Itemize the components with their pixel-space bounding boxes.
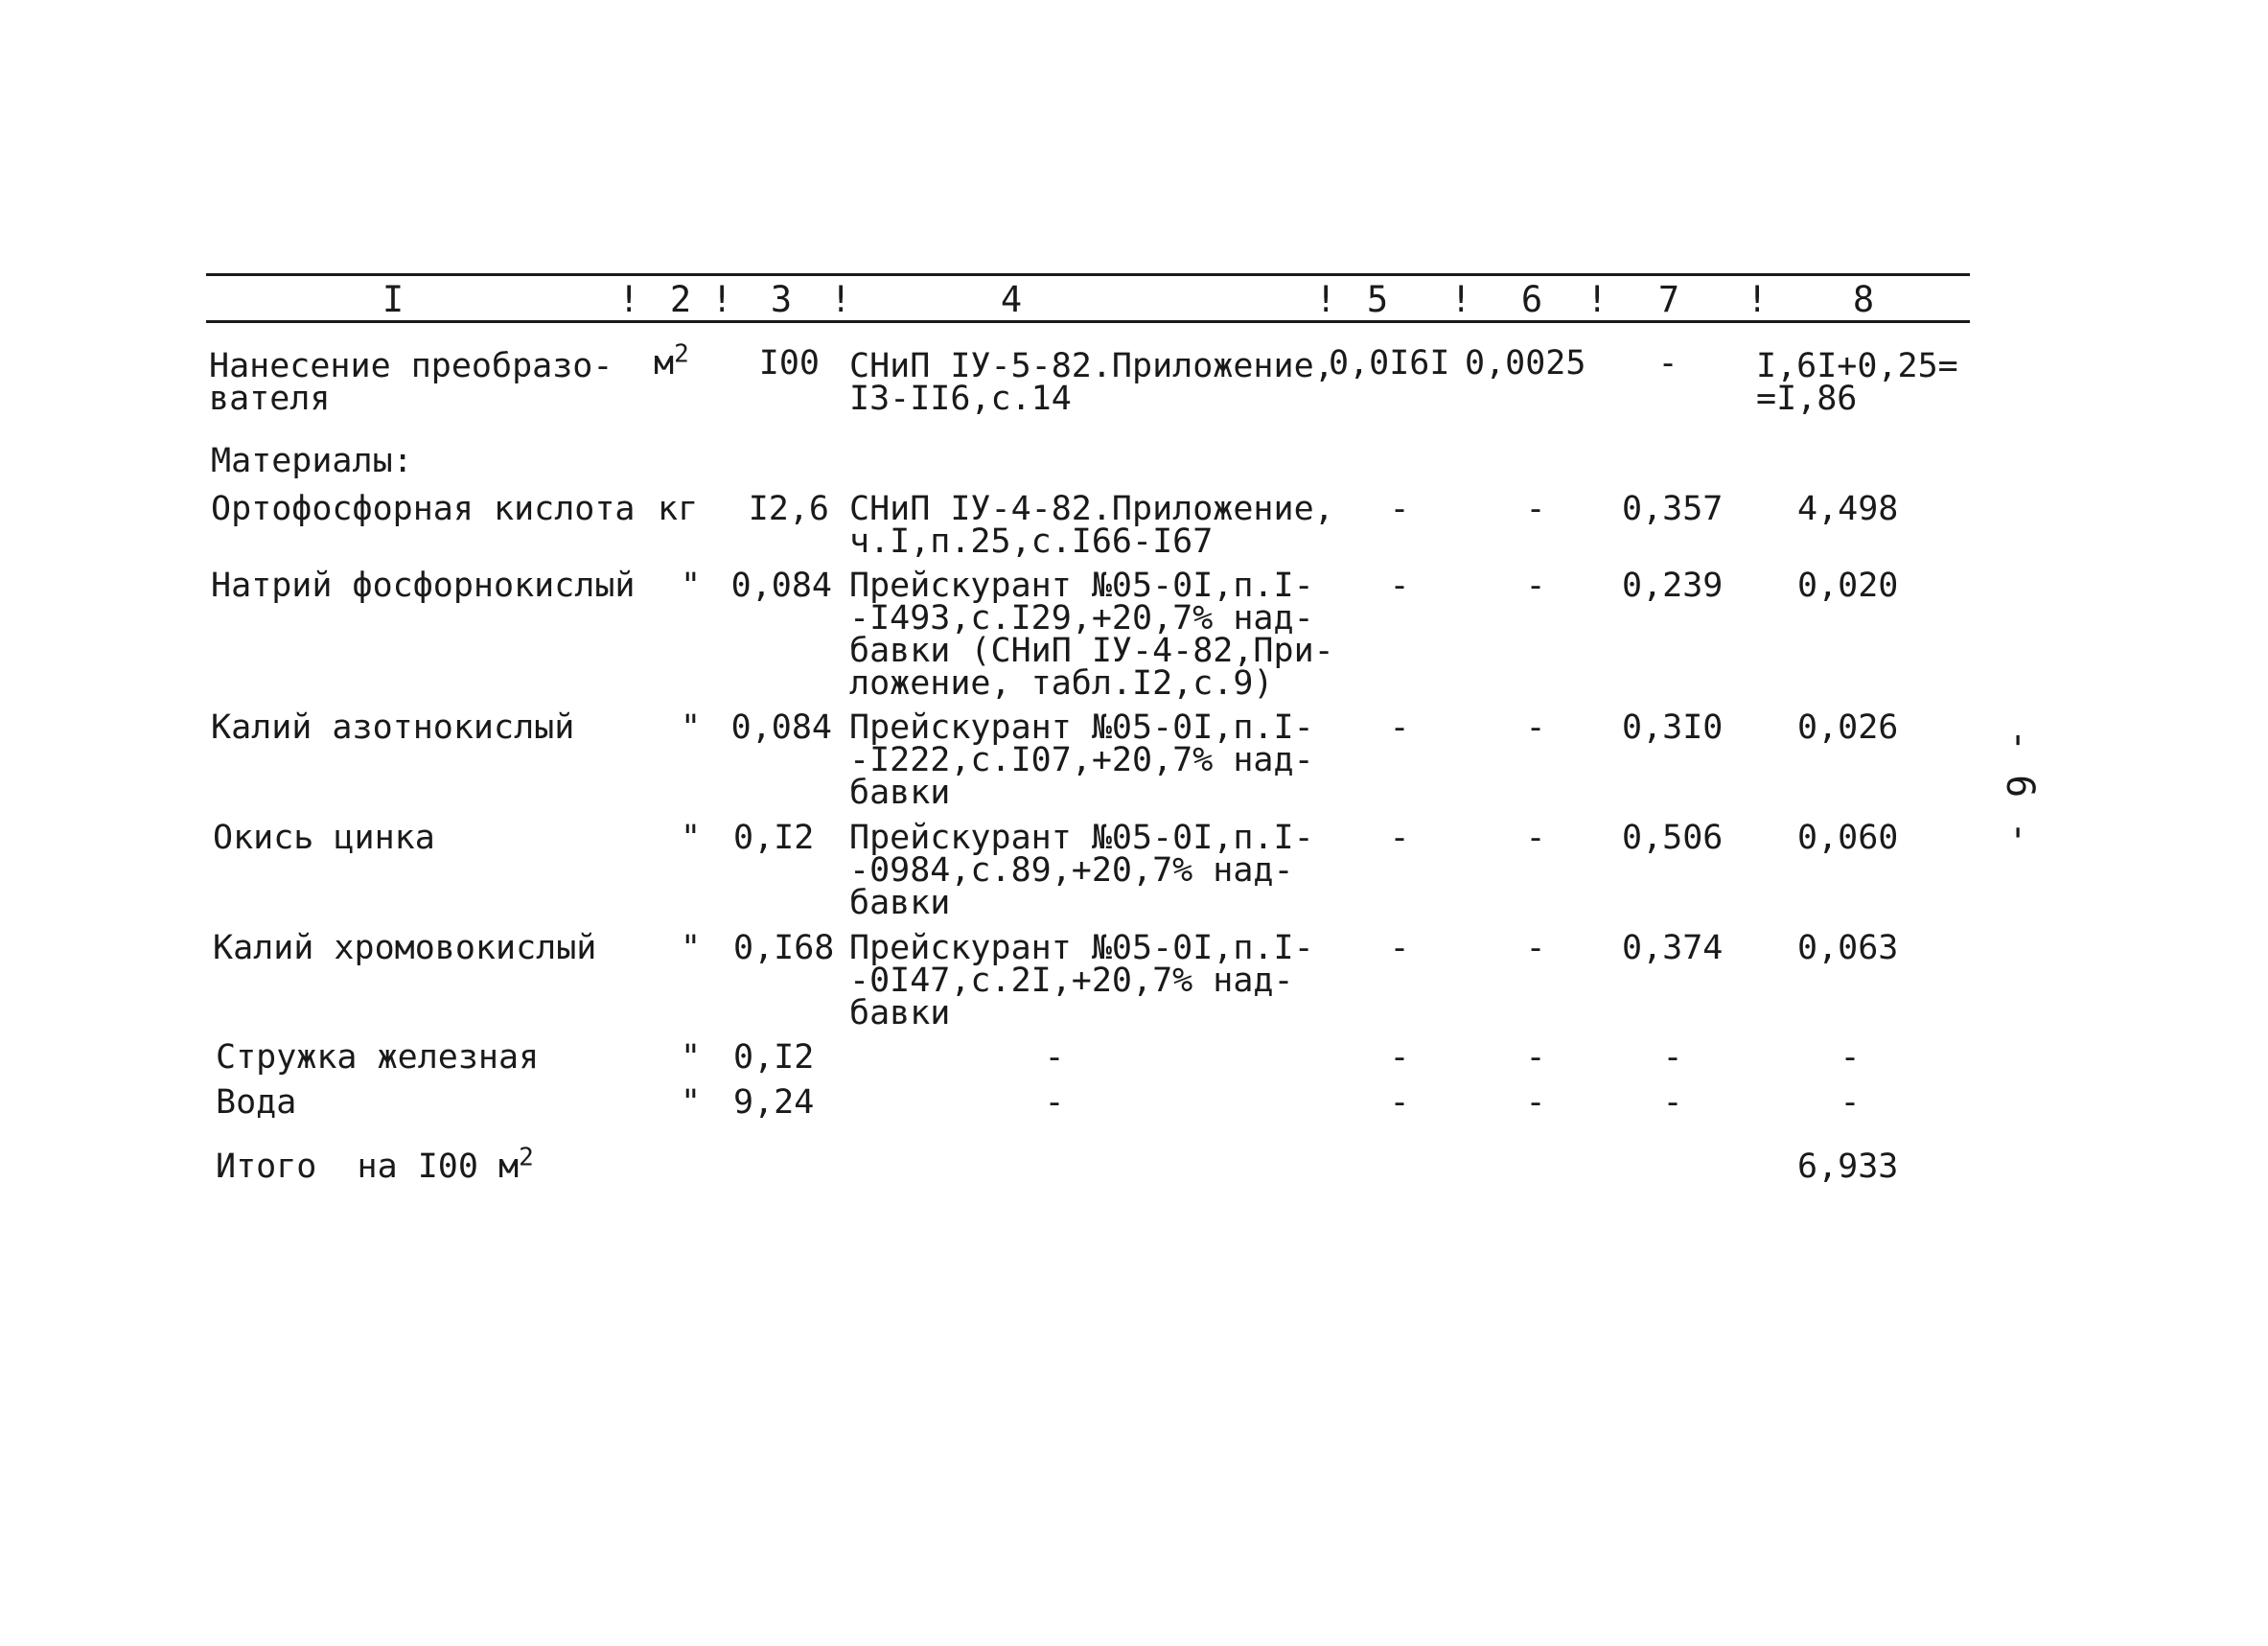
item-name: Вода bbox=[216, 1083, 297, 1122]
quantity: I2,6 bbox=[748, 490, 829, 528]
quantity: 0,I2 bbox=[733, 819, 815, 857]
source-line: бавки bbox=[849, 994, 951, 1032]
source-line: ч.I,п.25,с.I66-I67 bbox=[849, 522, 1214, 561]
source-line: -0I47,с.2I,+20,7% над- bbox=[849, 962, 1294, 1000]
section-heading-materials: Материалы: bbox=[211, 442, 413, 480]
top-rule bbox=[206, 273, 1970, 276]
unit: " bbox=[681, 708, 702, 747]
col8-value: 0,020 bbox=[1797, 567, 1899, 605]
header-separator: ! bbox=[711, 279, 733, 320]
unit: " bbox=[681, 1038, 702, 1077]
col5-value: - bbox=[1389, 490, 1410, 528]
source-line: Прейскурант №05-0I,п.I- bbox=[849, 567, 1314, 605]
col7-value: - bbox=[1662, 1038, 1683, 1077]
header-separator: ! bbox=[1747, 279, 1769, 320]
col5-value: - bbox=[1389, 708, 1410, 747]
col7-value: 0,239 bbox=[1622, 567, 1724, 605]
source-line: бавки (СНиП IУ-4-82,При- bbox=[849, 632, 1334, 670]
header-col-7: 7 bbox=[1657, 279, 1680, 320]
header-col-2: 2 bbox=[669, 279, 692, 320]
col8-value: 0,060 bbox=[1797, 819, 1899, 857]
col8-value: - bbox=[1840, 1038, 1861, 1077]
source-line: -0984,с.89,+20,7% над- bbox=[849, 851, 1294, 890]
col6-value: - bbox=[1525, 1083, 1546, 1122]
source-reference: - bbox=[1044, 1038, 1065, 1077]
item-name-line: Нанесение преобразо- bbox=[209, 347, 613, 385]
quantity: 0,I68 bbox=[733, 929, 835, 967]
col8-value: 4,498 bbox=[1797, 490, 1899, 528]
source-reference bbox=[849, 929, 1314, 1032]
total-label bbox=[216, 1143, 534, 1186]
total-label-superscript: 2 bbox=[519, 1143, 534, 1172]
col6-value: - bbox=[1525, 708, 1546, 747]
header-separator: ! bbox=[1586, 279, 1608, 320]
col7-value: 0,506 bbox=[1622, 819, 1724, 857]
col6-value: - bbox=[1525, 567, 1546, 605]
unit: " bbox=[681, 1083, 702, 1122]
item-name: Калий азотнокислый bbox=[211, 708, 575, 747]
item-name bbox=[209, 347, 613, 418]
col8-line: =I,86 bbox=[1756, 380, 1858, 418]
col8-value: - bbox=[1840, 1083, 1861, 1122]
source-line: Прейскурант №05-0I,п.I- bbox=[849, 819, 1314, 857]
source-reference: - bbox=[1044, 1083, 1065, 1122]
col7-value: 0,3I0 bbox=[1622, 708, 1724, 747]
col7-value: - bbox=[1657, 344, 1678, 383]
item-name: Натрий фосфорнокислый bbox=[211, 567, 636, 605]
quantity: 0,I2 bbox=[733, 1038, 815, 1077]
source-reference bbox=[849, 347, 1334, 418]
col8-line: I,6I+0,25= bbox=[1756, 347, 1958, 385]
source-line: бавки bbox=[849, 774, 951, 812]
total-label-text: Итого на I00 м bbox=[216, 1148, 520, 1186]
source-reference bbox=[849, 567, 1334, 703]
source-line: ложение, табл.I2,с.9) bbox=[849, 664, 1274, 703]
source-line: СНиП IУ-5-82.Приложение, bbox=[849, 347, 1334, 385]
col8-value: 0,063 bbox=[1797, 929, 1899, 967]
source-reference bbox=[849, 490, 1334, 561]
source-line: Прейскурант №05-0I,п.I- bbox=[849, 708, 1314, 747]
unit-superscript: 2 bbox=[674, 339, 689, 369]
unit: кг bbox=[658, 490, 699, 528]
unit: " bbox=[681, 819, 702, 857]
col7-value: - bbox=[1662, 1083, 1683, 1122]
col5-value: 0,0I6I bbox=[1329, 344, 1450, 383]
header-col-5: 5 bbox=[1366, 279, 1389, 320]
header-col-3: 3 bbox=[770, 279, 793, 320]
unit: " bbox=[681, 929, 702, 967]
item-name-line: вателя bbox=[209, 380, 331, 418]
source-line: бавки bbox=[849, 884, 951, 922]
quantity: 0,084 bbox=[730, 708, 832, 747]
col5-value: - bbox=[1389, 1038, 1410, 1077]
col6-value: - bbox=[1525, 819, 1546, 857]
header-separator: ! bbox=[1450, 279, 1472, 320]
col6-value: 0,0025 bbox=[1465, 344, 1586, 383]
col8-value: 0,026 bbox=[1797, 708, 1899, 747]
source-reference bbox=[849, 708, 1314, 812]
unit bbox=[654, 339, 689, 383]
quantity: 9,24 bbox=[733, 1083, 815, 1122]
header-rule bbox=[206, 320, 1970, 323]
source-line: I3-II6,с.14 bbox=[849, 380, 1072, 418]
source-line: Прейскурант №05-0I,п.I- bbox=[849, 929, 1314, 967]
col7-value: 0,374 bbox=[1622, 929, 1724, 967]
total-value: 6,933 bbox=[1797, 1148, 1899, 1186]
quantity: 0,084 bbox=[730, 567, 832, 605]
item-name: Ортофосфорная кислота bbox=[211, 490, 636, 528]
header-col-1: I bbox=[382, 279, 405, 320]
col6-value: - bbox=[1525, 490, 1546, 528]
header-separator: ! bbox=[1315, 279, 1337, 320]
source-reference bbox=[849, 819, 1314, 922]
item-name: Окись цинка bbox=[213, 819, 435, 857]
header-col-4: 4 bbox=[1000, 279, 1023, 320]
item-name: Стружка железная bbox=[216, 1038, 540, 1077]
col5-value: - bbox=[1389, 567, 1410, 605]
page-number: - 6 - bbox=[1998, 729, 2042, 845]
unit: " bbox=[681, 567, 702, 605]
col6-value: - bbox=[1525, 1038, 1546, 1077]
quantity: I00 bbox=[758, 344, 820, 383]
col5-value: - bbox=[1389, 819, 1410, 857]
header-col-6: 6 bbox=[1520, 279, 1543, 320]
col5-value: - bbox=[1389, 929, 1410, 967]
source-line: -I493,с.I29,+20,7% над- bbox=[849, 599, 1314, 638]
col7-value: 0,357 bbox=[1622, 490, 1724, 528]
source-line: -I222,с.I07,+20,7% над- bbox=[849, 741, 1314, 779]
col8-value bbox=[1756, 347, 1958, 418]
header-separator: ! bbox=[618, 279, 640, 320]
header-col-8: 8 bbox=[1852, 279, 1875, 320]
col5-value: - bbox=[1389, 1083, 1410, 1122]
header-separator: ! bbox=[830, 279, 852, 320]
col6-value: - bbox=[1525, 929, 1546, 967]
source-line: СНиП IУ-4-82.Приложение, bbox=[849, 490, 1334, 528]
unit-text: м bbox=[654, 344, 675, 383]
item-name: Калий хромовокислый bbox=[213, 929, 597, 967]
